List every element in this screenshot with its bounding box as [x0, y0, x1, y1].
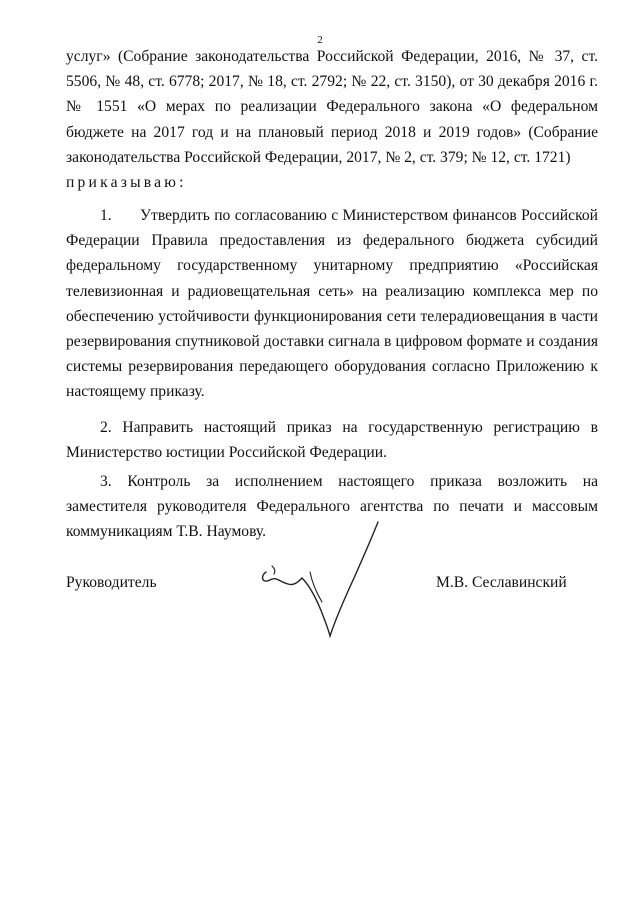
order-word: приказываю:: [66, 174, 187, 191]
intro-paragraph: услуг» (Собрание законодательства Российской Федерации, 2016, № 37, ст. 5506, № 48, ст. 6778; 2017, № 18, ст. 2792; № 22, ст. 3150), от 30 декабря 2016 г. № 1551 «О мерах по реализации Федерального закона «О федеральном бюджете на 2017 год и на плановый период 2018 и 2019 годов» (Собрание законодательства Российской Федерации, 2017, № 2, ст. 379; № 12, ст. 1721): [66, 48, 598, 166]
order-item-2-text: Направить настоящий приказ на государственную регистрацию в Министерство юстиции Российской Федерации.: [66, 419, 598, 462]
order-item-1: [66, 203, 598, 405]
signatory-name: М.В. Сеславинский: [436, 574, 567, 591]
order-item-1-text: Утвердить по согласованию с Министерством финансов Российской Федерации Правила предоставления из федерального бюджета субсидий федеральному государственному унитарному предприятию «Российская телевизионная и радиовещательная сеть» на реализацию комплекса мер по обеспечению устойчивости функционирования сети телерадиовещания в части резервирования спутниковой доставки сигнала в цифровом формате и создания системы резервирования передающего оборудования согласно Приложению к настоящему приказу.: [66, 207, 598, 401]
signatory-title: Руководитель: [66, 574, 157, 591]
order-item-3-number: 3.: [100, 473, 112, 490]
order-item-2: [66, 415, 598, 465]
page-number: 2: [317, 34, 323, 46]
order-item-1-number: 1.: [100, 207, 112, 224]
order-item-3-text: Контроль за исполнением настоящего приказа возложить на заместителя руководителя Федерального агентства по печати и массовым коммуникациям Т.В. Наумову.: [66, 473, 598, 541]
order-item-2-number: 2.: [100, 419, 112, 436]
handwritten-signature: [250, 512, 390, 662]
